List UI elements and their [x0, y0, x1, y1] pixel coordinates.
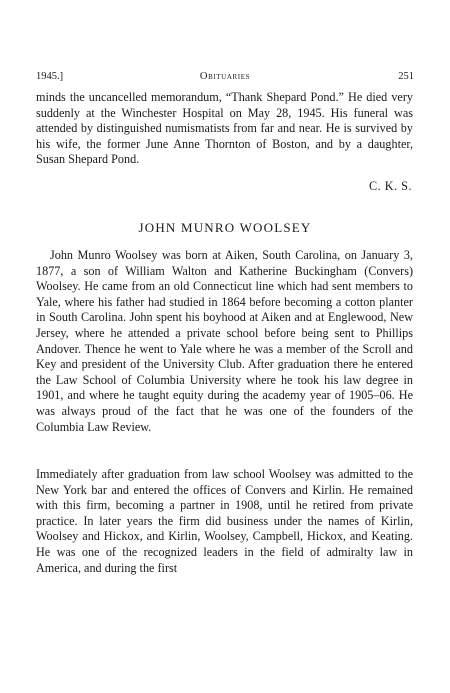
author-initials: C. K. S.: [369, 179, 412, 193]
page-number: 251: [398, 71, 414, 82]
running-head-title: Obituaries: [199, 71, 251, 82]
obituary-paragraph: John Munro Woolsey was born at Aiken, South Carolina, on January 3, 1877, a son of William Walton and Katherine Buckingham (Convers) Woolsey. He came from an old Connecticut line which had sent members to Yale, where his father had studied in 1864 before becoming a cotton planter in South Carolina. John spent his boyhood at Aiken and at Englewood, New Jersey, where he attended a private school before being sent to Phillips Andover. Thence he went to Yale where he was a member of the Scroll and Key and president of the University Club. After graduation there he entered the Law School of Columbia University where he took his law degree in 1901, and where he taught equity during the academy year of 1905–06. He was always proud of the fact that he was one of the founders of the Columbia Law Review.: [36, 248, 413, 434]
obituary-paragraph: Immediately after graduation from law school Woolsey was admitted to the New York bar and entered the offices of Convers and Kirlin. He remained with this firm, becoming a partner in 1908, until he retired from private practice. In later years the firm did business under the names of Kirlin, Woolsey and Hickox, and Kirlin, Woolsey, Campbell, Hickox, and Keating. He was one of the recognized leaders in the field of admiralty law in America, and during the first: [36, 467, 413, 575]
previous-obituary-closing-paragraph: minds the uncancelled memorandum, “Thank Shepard Pond.” He died very suddenly at the Winchester Hospital on May 28, 1945. His funeral was attended by distinguished numismatists from far and near. He is survived by his wife, the former June Anne Thornton of Boston, and by a daughter, Susan Shepard Pond.: [36, 90, 413, 167]
running-head: [36, 71, 414, 85]
running-head-year: 1945.]: [36, 71, 64, 82]
obituary-heading: JOHN MUNRO WOOLSEY: [138, 220, 312, 235]
